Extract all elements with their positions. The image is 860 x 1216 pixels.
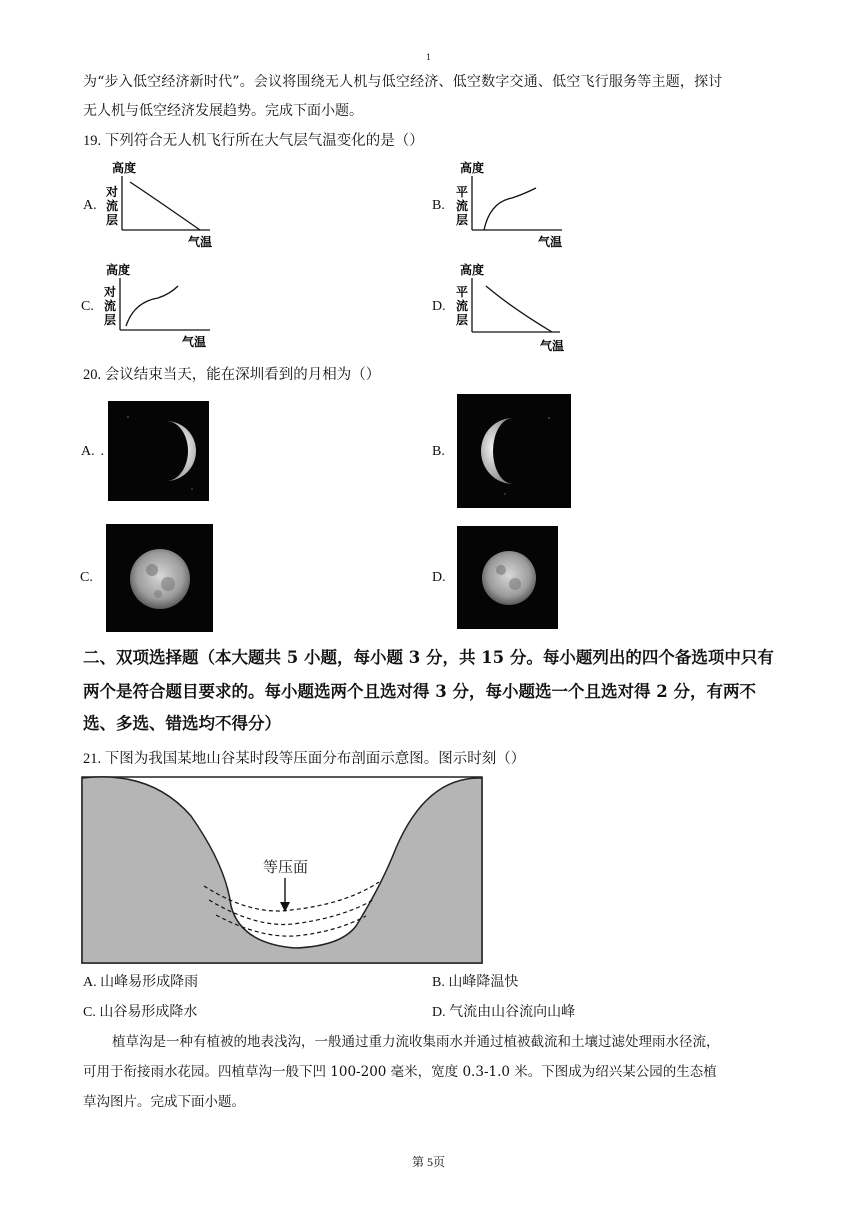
q19-graph-d	[452, 260, 574, 354]
q21-option-d: D. 气流由山谷流向山峰	[432, 1005, 576, 1020]
passage-line-1: 植草沟是一种有植被的地表浅沟，一般通过重力流收集雨水并通过植被截流和土壤过滤处理雨水径流，	[112, 1034, 720, 1050]
q20-option-c-label: C.	[80, 570, 93, 585]
section-2-heading-line-2: 两个是符合题目要求的。每小题选两个且选对得 3 分，每小题选一个且选对得 2 分，有两不	[83, 682, 756, 701]
moon-phase-b-image	[457, 394, 571, 508]
intro-line-1: 为“步入低空经济新时代”。会议将围绕无人机与低空经济、低空数字交通、低空飞行服务等主题，探讨	[83, 74, 723, 90]
svg-text:高度: 高度	[106, 263, 131, 277]
intro-line-2: 无人机与低空经济发展趋势。完成下面小题。	[83, 103, 363, 119]
x-axis-label: 气温	[188, 235, 213, 249]
passage-line-3: 草沟图片。完成下面小题。	[83, 1094, 245, 1110]
svg-text:气温: 气温	[538, 235, 563, 249]
header-mark: 1	[426, 53, 432, 62]
svg-text:对: 对	[104, 285, 117, 299]
q20-option-d-label: D.	[432, 570, 446, 585]
valley-isobar-diagram	[81, 776, 483, 964]
y-axis-label: 高度	[112, 161, 137, 175]
passage-line-2: 可用于衔接雨水花园。四植草沟一般下凹 100-200 毫米，宽度 0.3-1.0 米。下图成为绍兴某公园的生态植	[83, 1064, 717, 1080]
svg-text:高度: 高度	[460, 263, 485, 277]
moon-phase-c-image	[106, 524, 213, 632]
svg-text:气温: 气温	[540, 339, 565, 353]
svg-text:层: 层	[106, 213, 119, 227]
curve	[130, 182, 200, 230]
section-2-heading-line-3: 选、多选、错选均不得分）	[83, 714, 281, 733]
q19-graph-a	[100, 158, 220, 250]
isobar-label: 等压面	[263, 858, 309, 876]
q20-option-a-label: A. .	[81, 444, 105, 459]
q19-graph-b	[450, 158, 570, 250]
question-21-stem: 21. 下图为我国某地山谷某时段等压面分布剖面示意图。图示时刻（）	[83, 751, 526, 767]
svg-text:高度: 高度	[460, 161, 485, 175]
svg-text:流: 流	[104, 299, 117, 313]
svg-text:层: 层	[456, 213, 469, 227]
svg-text:层: 层	[104, 313, 117, 327]
svg-text:平: 平	[456, 185, 469, 199]
q19-option-b-label: B.	[432, 198, 445, 213]
q20-option-b-label: B.	[432, 444, 445, 459]
svg-text:流: 流	[106, 199, 119, 213]
moon-phase-d-image	[457, 526, 558, 629]
question-19-stem: 19. 下列符合无人机飞行所在大气层气温变化的是（）	[83, 133, 424, 149]
q19-option-a-label: A.	[83, 198, 97, 213]
q19-graph-c	[100, 262, 220, 352]
q21-option-b: B. 山峰降温快	[432, 975, 519, 990]
svg-text:层: 层	[456, 313, 469, 327]
svg-text:流: 流	[456, 199, 469, 213]
q21-option-c: C. 山谷易形成降水	[83, 1005, 198, 1020]
q19-option-c-label: C.	[81, 299, 94, 314]
moon-phase-a-image	[108, 401, 209, 501]
q19-option-d-label: D.	[432, 299, 446, 314]
section-2-heading-line-1: 二、双项选择题（本大题共 5 小题，每小题 3 分，共 15 分。每小题列出的四个备选项中只有	[83, 648, 774, 667]
svg-text:流: 流	[456, 299, 469, 313]
svg-text:平: 平	[456, 285, 469, 299]
q21-option-a: A. 山峰易形成降雨	[83, 975, 199, 990]
page-number: 第 5页	[412, 1155, 446, 1169]
svg-text:对: 对	[106, 185, 119, 199]
question-20-stem: 20. 会议结束当天，能在深圳看到的月相为（）	[83, 367, 381, 383]
svg-text:气温: 气温	[182, 335, 207, 349]
